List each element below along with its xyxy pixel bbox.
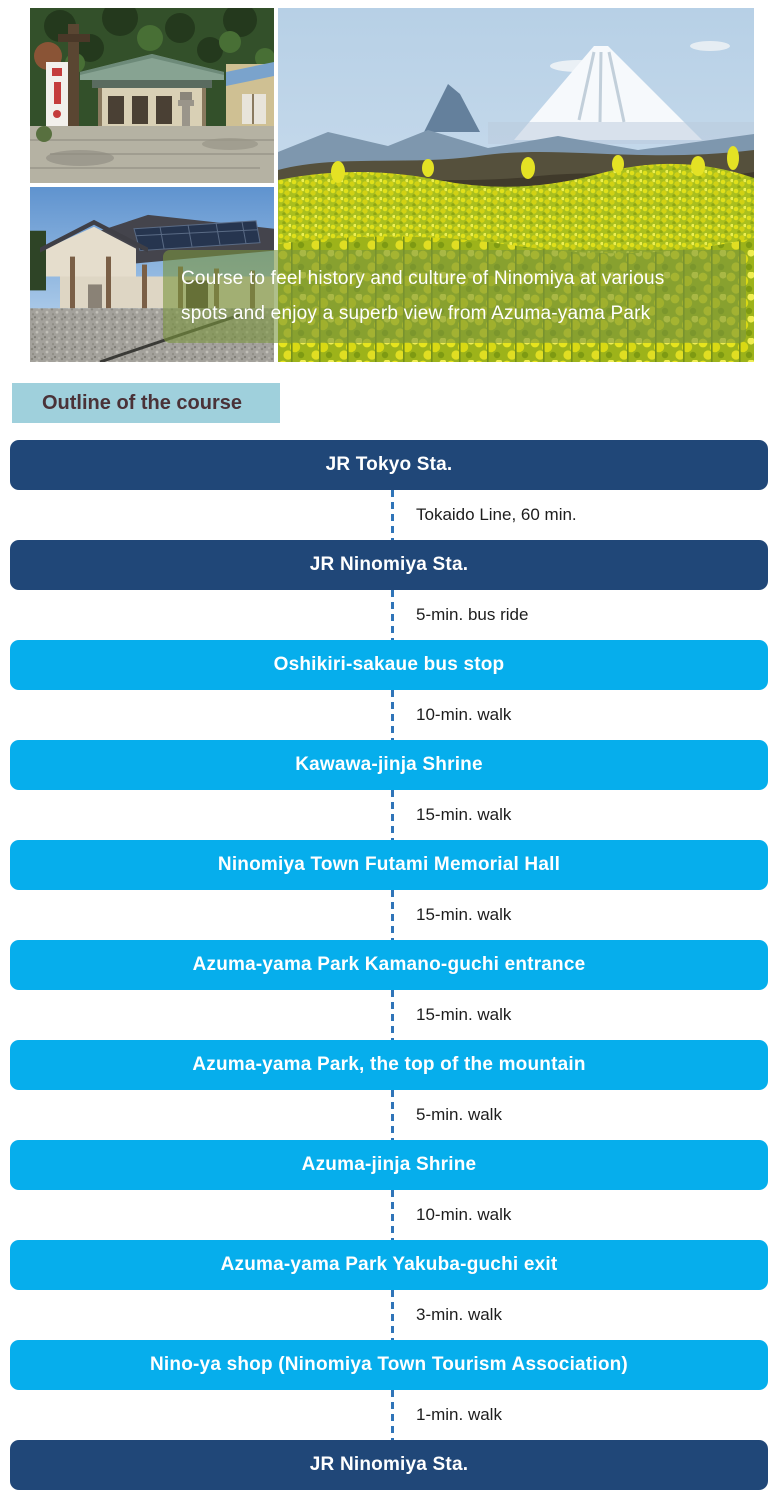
hero-caption-line-2: spots and enjoy a superb view from Azuma-yama Park xyxy=(181,303,651,324)
itinerary-stop-bar xyxy=(10,740,768,790)
leg-duration-label: 1-min. walk xyxy=(416,1405,502,1424)
leg-duration-label: 10-min. walk xyxy=(416,705,512,724)
itinerary-leg xyxy=(10,490,768,540)
route-dashed-line-icon xyxy=(391,1190,394,1240)
route-dashed-line-icon xyxy=(391,1290,394,1340)
itinerary-stop-bar xyxy=(10,640,768,690)
stop-label: Oshikiri-sakaue bus stop xyxy=(273,654,505,675)
itinerary-stop-bar xyxy=(10,540,768,590)
itinerary-leg xyxy=(10,690,768,740)
itinerary-stop-bar xyxy=(10,1040,768,1090)
itinerary-leg xyxy=(10,790,768,840)
itinerary-leg xyxy=(10,590,768,640)
banner-flag xyxy=(46,62,68,126)
itinerary-stop-bar xyxy=(10,1140,768,1190)
itinerary-stop-bar xyxy=(10,1240,768,1290)
stop-label: Nino-ya shop (Ninomiya Town Tourism Association) xyxy=(150,1354,628,1375)
leg-duration-label: 10-min. walk xyxy=(416,1205,512,1224)
stop-label: Ninomiya Town Futami Memorial Hall xyxy=(217,854,561,875)
cloud xyxy=(690,41,730,51)
itinerary-stop-bar xyxy=(10,940,768,990)
side-building xyxy=(226,62,274,130)
itinerary-flow xyxy=(10,440,768,1490)
route-dashed-line-icon xyxy=(391,790,394,840)
itinerary-leg xyxy=(10,890,768,940)
itinerary-stop-bar xyxy=(10,440,768,490)
stop-label: JR Ninomiya Sta. xyxy=(309,1454,469,1475)
leg-duration-label: 15-min. walk xyxy=(416,1005,512,1024)
kawawa-jinja-shrine-photo xyxy=(30,8,274,183)
stop-label: JR Ninomiya Sta. xyxy=(309,554,469,575)
hero-caption-line-1: Course to feel history and culture of Ninomiya at various xyxy=(181,268,665,289)
stop-label: JR Tokyo Sta. xyxy=(325,454,453,475)
stop-label: Kawawa-jinja Shrine xyxy=(295,754,483,775)
leg-duration-label: Tokaido Line, 60 min. xyxy=(416,505,577,524)
leg-duration-label: 3-min. walk xyxy=(416,1305,502,1324)
page xyxy=(0,8,778,1490)
route-dashed-line-icon xyxy=(391,1390,394,1440)
figure xyxy=(88,284,102,308)
route-dashed-line-icon xyxy=(391,890,394,940)
route-dashed-line-icon xyxy=(391,690,394,740)
stop-label: Azuma-yama Park, the top of the mountain xyxy=(192,1054,586,1075)
hero-photo-collage xyxy=(30,8,754,362)
stop-label: Azuma-jinja Shrine xyxy=(301,1154,477,1175)
leg-duration-label: 15-min. walk xyxy=(416,905,512,924)
leg-duration-label: 15-min. walk xyxy=(416,805,512,824)
route-dashed-line-icon xyxy=(391,590,394,640)
stop-label: Azuma-yama Park Yakuba-guchi exit xyxy=(220,1254,558,1275)
section-title: Outline of the course xyxy=(12,383,280,423)
trees xyxy=(30,231,46,291)
itinerary-leg xyxy=(10,990,768,1040)
route-dashed-line-icon xyxy=(391,490,394,540)
itinerary-leg xyxy=(10,1390,768,1440)
shrine-grounds xyxy=(30,126,274,183)
stop-label: Azuma-yama Park Kamano-guchi entrance xyxy=(192,954,586,975)
itinerary-leg xyxy=(10,1090,768,1140)
itinerary-stop-bar xyxy=(10,1440,768,1490)
itinerary-leg xyxy=(10,1190,768,1240)
leg-duration-label: 5-min. walk xyxy=(416,1105,502,1124)
itinerary-leg xyxy=(10,1290,768,1340)
route-dashed-line-icon xyxy=(391,990,394,1040)
hero-caption xyxy=(163,250,746,343)
route-dashed-line-icon xyxy=(391,1090,394,1140)
itinerary-stop-bar xyxy=(10,840,768,890)
leg-duration-label: 5-min. bus ride xyxy=(416,605,529,624)
itinerary-stop-bar xyxy=(10,1340,768,1390)
